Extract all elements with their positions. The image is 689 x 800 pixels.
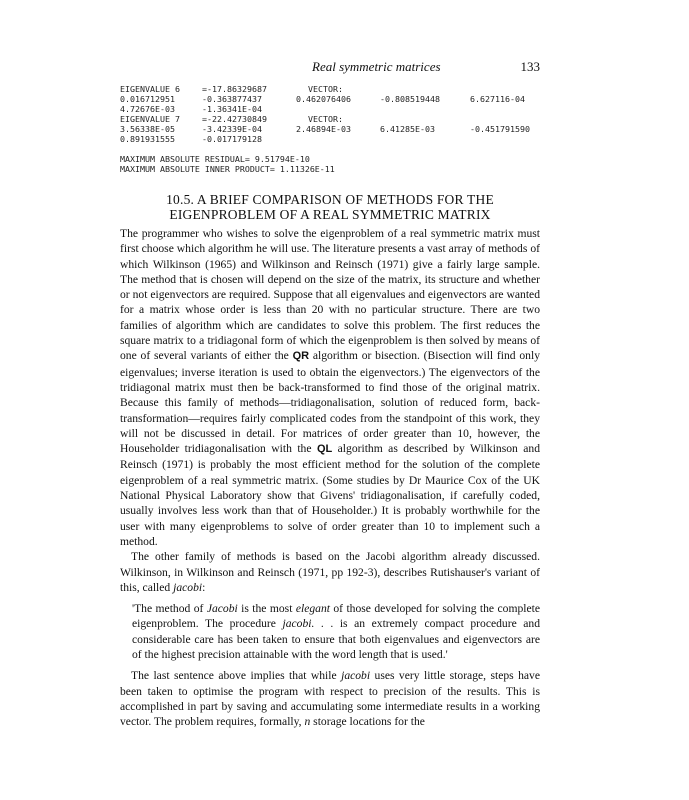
jacobi-term: jacobi: [173, 580, 203, 594]
block-quote: 'The method of Jacobi is the most elegant of those developed for solving the complete eigenproblem. The procedure jacobi. . . is an extremely compact procedure and considerable care has been taken to ensure that both eigenvalues and eigenvectors are of the highest precision attainable with the word length that is used.': [132, 602, 541, 662]
output-cell: -0.017179128: [202, 134, 262, 144]
output-cell: 6.627116-04: [470, 94, 525, 104]
body-text: [120, 226, 540, 730]
output-cell: -0.451791590: [470, 124, 530, 134]
output-cell: 0.891931555: [120, 134, 175, 144]
section-heading-line: EIGENPROBLEM OF A REAL SYMMETRIC MATRIX: [169, 207, 491, 222]
output-cell: -1.36341E-04: [202, 104, 262, 114]
output-cell: -0.808519448: [380, 94, 440, 104]
residual-line: MAXIMUM ABSOLUTE RESIDUAL= 9.51794E-10: [120, 154, 310, 164]
output-cell: 4.72676E-03: [120, 104, 175, 114]
output-cell: 0.016712951: [120, 94, 175, 104]
output-row: [120, 134, 560, 144]
section-heading-line: 10.5. A BRIEF COMPARISON OF METHODS FOR THE: [166, 192, 494, 207]
section-heading: [120, 192, 540, 222]
output-row: [120, 104, 560, 114]
qr-abbreviation: QR: [292, 350, 310, 363]
output-row: [120, 94, 560, 104]
output-cell: =-17.86329687: [202, 84, 267, 94]
page-number: 133: [520, 59, 540, 74]
running-head: [120, 59, 540, 77]
output-cell: EIGENVALUE 6: [120, 84, 180, 94]
output-row: [120, 114, 560, 124]
output-cell: 6.41285E-03: [380, 124, 435, 134]
output-cell: -3.42339E-04: [202, 124, 262, 134]
paragraph: The last sentence above implies that while jacobi uses very little storage, steps have been taken to optimise the program with respect to precision of the results. This is accomplished in part by saving and accumulating some intermediate results in a working vector. The problem requires, formally, n storage locations for the: [120, 669, 540, 729]
output-cell: -0.363877437: [202, 94, 262, 104]
inner-product-line: MAXIMUM ABSOLUTE INNER PRODUCT= 1.11326E-11: [120, 164, 335, 174]
output-row: [120, 124, 560, 134]
output-cell: VECTOR:: [308, 84, 343, 94]
output-cell: 2.46894E-03: [296, 124, 351, 134]
running-title: Real symmetric matrices: [312, 59, 441, 74]
paragraph: The other family of methods is based on the Jacobi algorithm already discussed. Wilkinson, in Wilkinson and Reinsch (1971, pp 192-3), describes Rutishauser's variant of this, called jacobi:: [120, 550, 540, 594]
program-output: [120, 84, 560, 174]
output-row: [120, 84, 560, 94]
output-cell: EIGENVALUE 7: [120, 114, 180, 124]
paragraph: The programmer who wishes to solve the eigenproblem of a real symmetric matrix must first choose which algorithm he will use. The literature presents a vast array of methods of which Wilkinson (1965) and Wilkinson and Reinsch (1971) give a fairly large sample. The method that is chosen will depend on the size of the matrix, its structure and whether or not eigenvectors are required. Suppose that all eigenvalues and eigenvectors are wanted for a matrix whose order is less than 20 with no particular structure. There are two families of algorithm which are candidates to solve this problem. The first reduces the square matrix to a tridiagonal form of which the eigenproblem is then solved by means of one of several variants of either the QR algorithm or bisection. (Bisection will find only eigenvalues; inverse iteration is used to obtain the eigenvectors.) The eigenvectors of the tridiagonal matrix must then be back-transformed to find those of the original matrix. Because this family of methods—tridiagonalisation, solution of reduced form, back-transformation—requires fairly complicated codes from the standpoint of this work, they will not be discussed in detail. For matrices of order greater than 10, however, the Householder tridiagonalisation with the QL algorithm as described by Wilkinson and Reinsch (1971) is probably the most efficient method for the solution of the complete eigenproblem of a real symmetric matrix. (Some studies by Dr Maurice Cox of the UK National Physical Laboratory show that Givens' tridiagonalisation, if carefully coded, usually involves less work than that of Householder.) It is probably worthwhile for the user with many eigenproblems to solve of order greater than 10 to implement such a method.: [120, 227, 540, 548]
output-cell: =-22.42730849: [202, 114, 267, 124]
ql-abbreviation: QL: [316, 443, 333, 456]
output-cell: 0.462076406: [296, 94, 351, 104]
output-cell: 3.56338E-05: [120, 124, 175, 134]
output-cell: VECTOR:: [308, 114, 343, 124]
